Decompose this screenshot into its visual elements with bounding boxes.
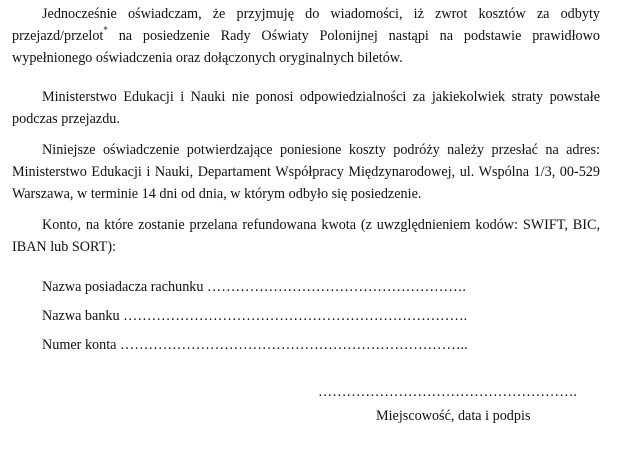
- paragraph-line-part: przejazd/przelot: [12, 28, 104, 44]
- account-number-label: Numer konta: [42, 337, 117, 353]
- paragraph-line: Warszawa, w terminie 14 dni od dnia, w którym odbyło się posiedzenie.: [12, 186, 422, 202]
- account-number-dots[interactable]: ………………………………………………………………..: [120, 337, 468, 353]
- paragraph-line-part: na posiedzenie Rady Oświaty Polonijnej nastąpi na podstawie prawidłowo: [118, 28, 600, 44]
- paragraph-address: [12, 139, 600, 205]
- signature-line[interactable]: ……………………………………………….: [318, 384, 577, 400]
- account-number-field[interactable]: [42, 334, 468, 356]
- bank-name-label: Nazwa banku: [42, 308, 120, 324]
- bank-name-field[interactable]: [42, 305, 467, 327]
- paragraph-account: [12, 214, 600, 258]
- bank-name-dots[interactable]: ……………………………………………………………….: [123, 308, 468, 324]
- paragraph-line: wypełnionego oświadczenia oraz dołączonych oryginalnych biletów.: [12, 50, 403, 66]
- account-holder-dots[interactable]: ……………………………………………….: [207, 279, 466, 295]
- paragraph-line: IBAN lub SORT):: [12, 239, 116, 255]
- account-holder-field[interactable]: [42, 276, 466, 298]
- paragraph-line: Ministerstwo Edukacji i Nauki nie ponosi odpowiedzialności za jakiekolwiek straty powstałe: [42, 89, 600, 105]
- paragraph-line: podczas przejazdu.: [12, 111, 120, 127]
- footnote-mark: *: [103, 25, 108, 36]
- signature-label: Miejscowość, data i podpis: [376, 408, 531, 424]
- paragraph-liability: [12, 86, 600, 130]
- paragraph-line: Niniejsze oświadczenie potwierdzające poniesione koszty podróży należy przesłać na adres:: [42, 142, 600, 158]
- paragraph-line: Ministerstwo Edukacji i Nauki, Departament Współpracy Międzynarodowej, ul. Wspólna 1/3, 00-529: [12, 164, 600, 180]
- paragraph-line: [12, 25, 600, 47]
- paragraph-line: Jednocześnie oświadczam, że przyjmuję do wiadomości, iż zwrot kosztów za odbyty: [42, 6, 600, 22]
- paragraph-line: Konto, na które zostanie przelana refundowana kwota (z uwzględnieniem kodów: SWIFT, BIC,: [42, 217, 600, 233]
- account-holder-label: Nazwa posiadacza rachunku: [42, 279, 204, 295]
- paragraph-acknowledgement: [12, 3, 600, 69]
